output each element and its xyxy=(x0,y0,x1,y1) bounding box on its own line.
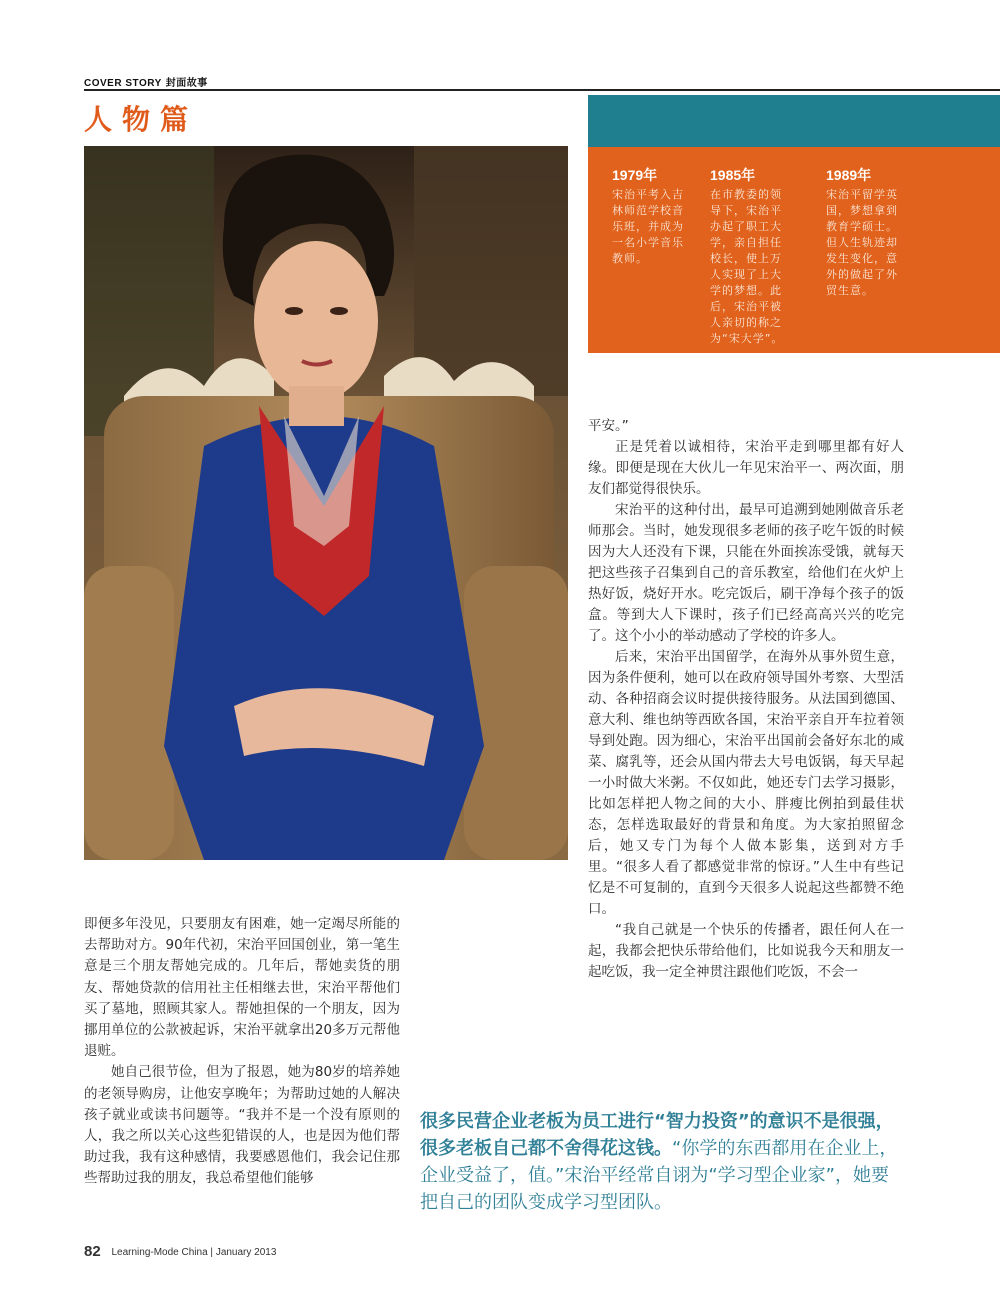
section-label-en: COVER STORY xyxy=(84,78,162,89)
portrait-photo xyxy=(84,146,568,860)
footer-separator: | xyxy=(210,1247,214,1258)
page-number: 82 xyxy=(84,1243,101,1260)
timeline-item xyxy=(826,165,908,299)
page-title: 人物篇 xyxy=(84,103,199,136)
timeline-box xyxy=(588,147,1000,353)
timeline-item xyxy=(710,165,792,347)
section-label-cn: 封面故事 xyxy=(165,78,208,89)
page-footer xyxy=(84,1243,276,1260)
body-paragraph: 宋治平的这种付出，最早可追溯到她刚做音乐老师那会。当时，她发现很多老师的孩子吃午饭的时候因为大人还没有下课，只能在外面挨冻受饿，就每天把这些孩子召集到自己的音乐教室，给他们在火炉上热好饭，烧好开水。吃完饭后，刷干净每个孩子的饭盒。等到大人下课时，孩子们已经高高兴兴的吃完了。这个小小的举动感动了学校的许多人。 xyxy=(588,502,904,644)
timeline-text: 宋治平考入吉林师范学校音乐班，并成为一名小学音乐教师。 xyxy=(612,188,684,265)
body-paragraph: 她自己很节俭，但为了报恩，她为80岁的培养她的老领导购房，让他安享晚年；为帮助过她的人解决孩子就业或读书问题等。“我并不是一个没有原则的人，我之所以关心这些犯错误的人，也是因为他们帮助过我，我有这种感情，我要感恩他们，我会记住那些帮助过我的朋友，我总希望他们能够 xyxy=(84,1064,400,1187)
timeline-year: 1979年 xyxy=(612,167,658,183)
timeline-text: 在市教委的领导下，宋治平办起了职工大学，亲自担任校长，使上万人实现了上大学的梦想。此后，宋治平被人亲切的称之为“宋大学”。 xyxy=(710,188,784,345)
body-paragraph: 后来，宋治平出国留学，在海外从事外贸生意，因为条件便利，她可以在政府领导国外考察、大型活动、各种招商会议时提供接待服务。从法国到德国、意大利、维也纳等西欧各国，宋治平亲自开车拉着领导到处跑。因为细心，宋治平出国前会备好东北的咸菜、腐乳等，还会从国内带去大号电饭锅，每天早起一小时做大米粥。不仅如此，她还专门去学习摄影，比如怎样把人物之间的大小、胖瘦比例拍到最佳状态，怎样选取最好的背景和角度。为大家拍照留念后，她又专门为每个人做本影集，送到对方手里。“很多人看了都感觉非常的惊讶。”人生中有些记忆是不可复制的，直到今天很多人说起这些都赞不绝口。 xyxy=(588,649,904,917)
section-label xyxy=(84,74,208,89)
body-column-left xyxy=(84,914,400,1190)
timeline-year: 1989年 xyxy=(826,167,872,183)
body-column-right xyxy=(588,416,904,983)
timeline-text: 宋治平留学英国，梦想拿到教育学硕士。但人生轨迹却发生变化，意外的做起了外贸生意。 xyxy=(826,188,898,297)
pull-quote-regular: “你学的东西都用在企业上，企业受益了，值。”宋治平经常自诩为“学习型企业家”，她要把自己的团队变成学习型团队。 xyxy=(420,1138,898,1213)
body-paragraph: 平安。” xyxy=(588,418,629,434)
body-paragraph: “我自己就是一个快乐的传播者，跟任何人在一起，我都会把快乐带给他们，比如说我今天和朋友一起吃饭，我一定全神贯注跟他们吃饭，不会一 xyxy=(588,922,904,980)
issue-date: January 2013 xyxy=(215,1247,277,1258)
teal-accent-bar xyxy=(588,95,1000,147)
body-paragraph: 即便多年没见，只要朋友有困难，她一定竭尽所能的去帮助对方。90年代初，宋治平回国创业，第一笔生意是三个朋友帮她完成的。几年后，帮她卖货的朋友、帮她贷款的信用社主任相继去世，宋治平帮他们买了墓地，照顾其家人。帮她担保的一个朋友，因为挪用单位的公款被起诉，宋治平就拿出20多万元帮他退赃。 xyxy=(84,916,400,1060)
timeline-year: 1985年 xyxy=(710,167,756,183)
header-rule xyxy=(84,89,1000,91)
magazine-name: Learning-Mode China xyxy=(111,1247,208,1258)
body-paragraph: 正是凭着以诚相待，宋治平走到哪里都有好人缘。即便是现在大伙儿一年见宋治平一、两次面，朋友们都觉得很快乐。 xyxy=(588,439,904,497)
pull-quote-bold: 很多民营企业老板为员工进行“智力投资”的意识不是很强，很多老板自己都不舍得花这钱。 xyxy=(420,1111,894,1159)
portrait-photo-icon xyxy=(84,146,568,860)
pull-quote xyxy=(420,1108,906,1216)
timeline-item xyxy=(612,165,694,267)
